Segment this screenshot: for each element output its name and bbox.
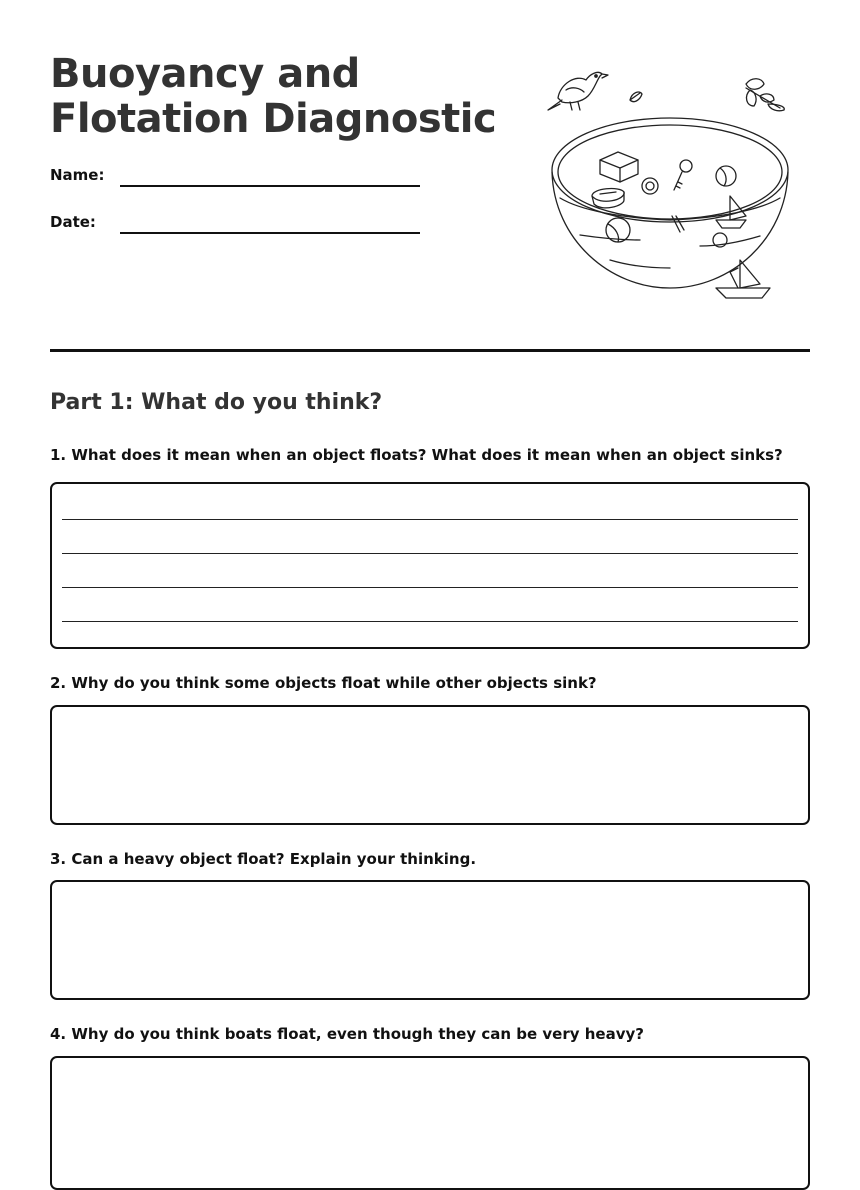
leaves-icon <box>746 79 784 111</box>
worksheet-title: Buoyancy and Flotation Diagnostic <box>50 51 497 142</box>
part-1-heading: Part 1: What do you think? <box>50 390 383 415</box>
box-icon <box>600 152 638 182</box>
bowl-icon <box>552 118 788 288</box>
bowl-illustration-icon <box>540 60 800 310</box>
header-divider <box>50 349 810 352</box>
name-field-row <box>50 166 430 196</box>
question-3: 3. Can a heavy object float? Explain your thinking. <box>50 850 477 868</box>
tennis-ball-icon <box>606 218 630 242</box>
answer-box-1[interactable] <box>50 482 810 649</box>
name-label: Name: <box>50 166 105 184</box>
ruled-line <box>62 519 798 520</box>
name-input-line[interactable] <box>120 185 420 187</box>
leaf-icon <box>630 92 642 102</box>
ruled-line <box>62 553 798 554</box>
date-label: Date: <box>50 213 96 231</box>
answer-box-3[interactable] <box>50 880 810 1000</box>
answer-box-2[interactable] <box>50 705 810 825</box>
ruled-line <box>62 621 798 622</box>
question-1: 1. What does it mean when an object floats? What does it mean when an object sinks? <box>50 446 783 464</box>
question-2: 2. Why do you think some objects float while other objects sink? <box>50 674 597 692</box>
key-icon <box>674 160 692 190</box>
paper-boat-icon <box>716 260 770 298</box>
date-input-line[interactable] <box>120 232 420 234</box>
date-field-row <box>50 213 430 243</box>
ruled-line <box>62 587 798 588</box>
coin-icon <box>642 178 658 194</box>
answer-box-4[interactable] <box>50 1056 810 1190</box>
ball-icon <box>716 166 736 186</box>
soap-icon <box>592 189 624 208</box>
bird-icon <box>548 72 608 110</box>
question-4: 4. Why do you think boats float, even though they can be very heavy? <box>50 1025 644 1043</box>
